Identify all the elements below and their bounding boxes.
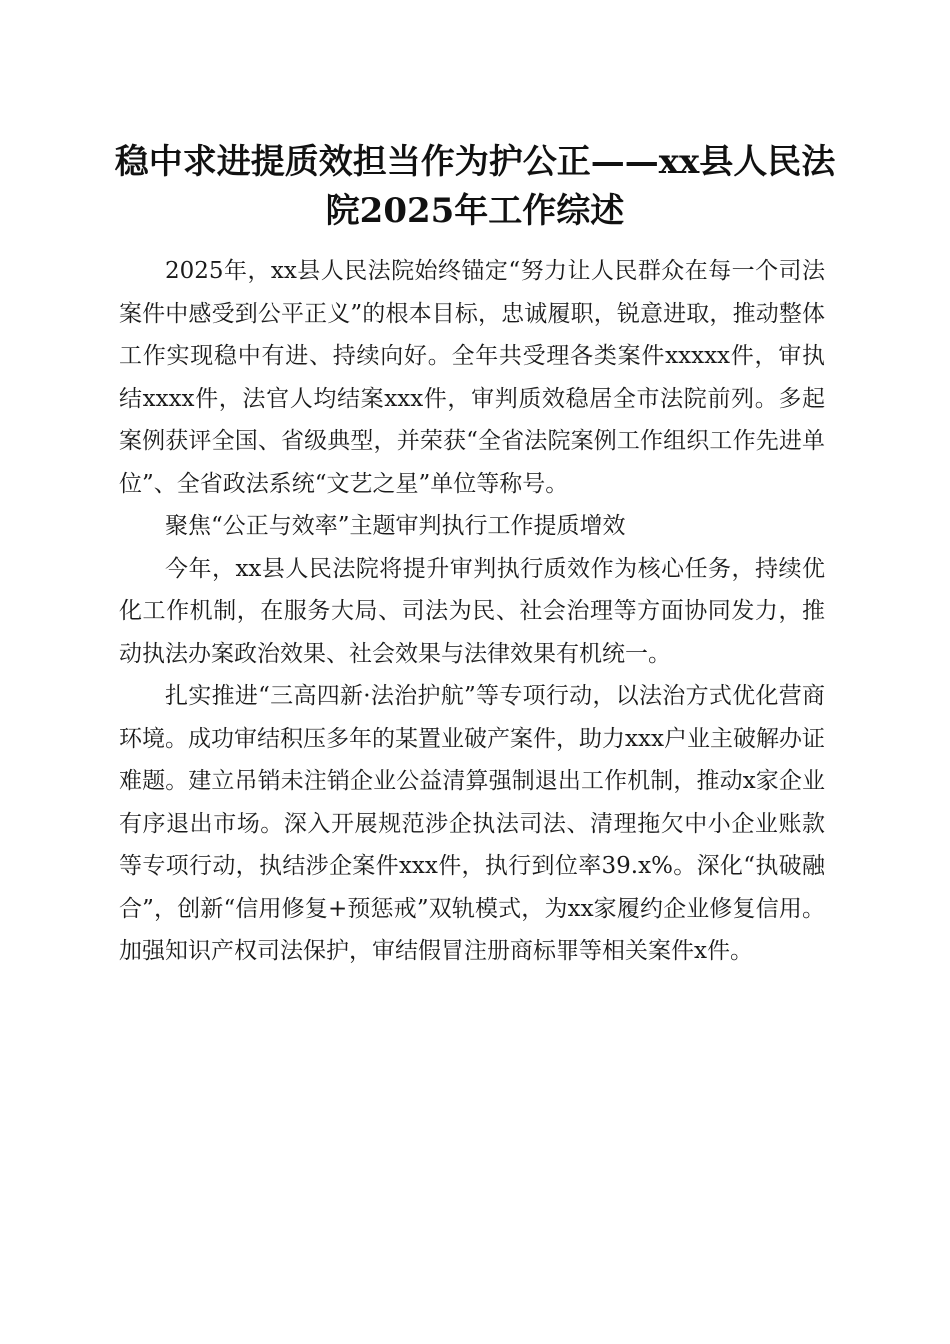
document-title: 稳中求进提质效担当作为护公正——xx县人民法院2025年工作综述 [114, 142, 836, 231]
paragraph-intro: 2025年，xx县人民法院始终锚定“努力让人民群众在每一个司法案件中感受到公平正义”的根本目标，忠诚履职，锐意进取，推动整体工作实现稳中有进、持续向好。全年共受理各类案件xxxxx件，审执结xxxx件，法官人均结案xxx件，审判质效稳居全市法院前列。多起案例获评全国、省级典型，并荣获“全省法院案例工作组织工作先进单位”、全省政法系统“文艺之星”单位等称号。 [119, 258, 825, 497]
section-heading: 聚焦“公正与效率”主题审判执行工作提质增效 [165, 513, 626, 539]
paragraph-overview: 今年，xx县人民法院将提升审判执行质效作为核心任务，持续优化工作机制，在服务大局、司法为民、社会治理等方面协同发力，推动执法办案政治效果、社会效果与法律效果有机统一。 [119, 555, 825, 667]
document-body [119, 250, 825, 973]
paragraph-special-actions: 扎实推进“三高四新·法治护航”等专项行动，以法治方式优化营商环境。成功审结积压多年的某置业破产案件，助力xxx户业主破解办证难题。建立吊销未注销企业公益清算强制退出工作机制，推动x家企业有序退出市场。深入开展规范涉企执法司法、清理拖欠中小企业账款等专项行动，执结涉企案件xxx件，执行到位率39.x%。深化“执破融合”，创新“信用修复+预惩戒”双轨模式，为xx家履约企业修复信用。加强知识产权司法保护，审结假冒注册商标罪等相关案件x件。 [119, 683, 825, 964]
